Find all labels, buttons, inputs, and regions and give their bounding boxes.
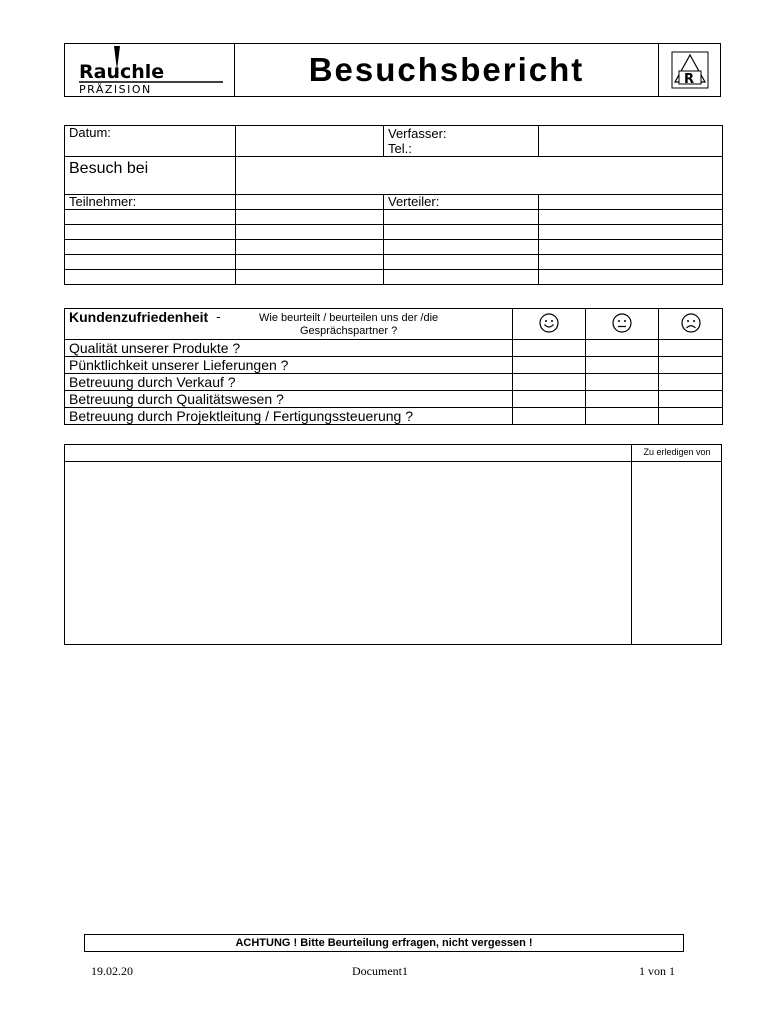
distribution-field[interactable] (539, 195, 723, 210)
table-row (65, 157, 723, 195)
empty-cell[interactable] (65, 210, 236, 225)
responsible-field[interactable] (632, 463, 721, 644)
empty-cell[interactable] (65, 225, 236, 240)
empty-cell[interactable] (384, 240, 539, 255)
empty-cell[interactable] (539, 255, 723, 270)
satisfaction-header (65, 309, 513, 340)
empty-cell[interactable] (384, 255, 539, 270)
notes-box (64, 444, 722, 645)
empty-cell[interactable] (384, 270, 539, 285)
rating-cell[interactable] (659, 391, 723, 408)
neutral-face-icon (586, 309, 659, 340)
satisfaction-table (64, 308, 723, 425)
title-cell (235, 44, 659, 96)
page-title: Besuchsbericht (308, 51, 585, 88)
rating-cell[interactable] (659, 357, 723, 374)
table-row (65, 357, 723, 374)
quality-mark-icon (659, 44, 720, 96)
table-row (65, 270, 723, 285)
svg-text:R: R (684, 72, 695, 87)
distribution-label: Verteiler: (384, 195, 539, 210)
author-label: Verfasser: (388, 126, 447, 141)
rating-cell[interactable] (513, 408, 586, 425)
participants-label: Teilnehmer: (65, 195, 236, 210)
empty-cell[interactable] (384, 225, 539, 240)
document-header (64, 43, 721, 97)
empty-cell[interactable] (236, 270, 384, 285)
table-row (65, 126, 723, 157)
table-row (65, 240, 723, 255)
author-tel-label (384, 126, 539, 157)
rating-cell[interactable] (659, 340, 723, 357)
satisfaction-heading: Kundenzufriedenheit (69, 309, 209, 325)
empty-cell[interactable] (539, 210, 723, 225)
empty-cell[interactable] (539, 270, 723, 285)
table-row (65, 255, 723, 270)
empty-cell[interactable] (236, 240, 384, 255)
author-field[interactable] (539, 126, 723, 157)
rating-cell[interactable] (513, 391, 586, 408)
satisfaction-header-row (65, 309, 723, 340)
table-row (65, 391, 723, 408)
rating-cell[interactable] (586, 391, 659, 408)
rating-cell[interactable] (586, 374, 659, 391)
happy-face-icon (513, 309, 586, 340)
empty-cell[interactable] (539, 225, 723, 240)
tel-label: Tel.: (388, 141, 412, 156)
table-row (65, 408, 723, 425)
visit-info-table (64, 125, 723, 285)
rating-question: Betreuung durch Verkauf ? (65, 374, 513, 391)
rating-cell[interactable] (586, 408, 659, 425)
empty-cell[interactable] (65, 255, 236, 270)
satisfaction-question: Wie beurteilt / beurteilen uns der /die Gesprächspartner ? (259, 312, 439, 337)
company-logo (65, 44, 235, 96)
visit-field[interactable] (236, 157, 723, 195)
participants-field[interactable] (236, 195, 384, 210)
table-row (65, 210, 723, 225)
empty-cell[interactable] (65, 270, 236, 285)
empty-cell[interactable] (65, 240, 236, 255)
satisfaction-dash: - (216, 309, 221, 324)
date-label: Datum: (65, 126, 236, 157)
date-field[interactable] (236, 126, 384, 157)
rating-cell[interactable] (513, 357, 586, 374)
footer-page-number: 1 von 1 (639, 964, 675, 978)
rating-cell[interactable] (513, 340, 586, 357)
rating-cell[interactable] (586, 357, 659, 374)
empty-cell[interactable] (539, 240, 723, 255)
rating-question: Pünktlichkeit unserer Lieferungen ? (65, 357, 513, 374)
empty-cell[interactable] (236, 255, 384, 270)
rating-cell[interactable] (586, 340, 659, 357)
table-row (65, 340, 723, 357)
warning-banner: ACHTUNG ! Bitte Beurteilung erfragen, nicht vergessen ! (84, 934, 684, 952)
notes-field[interactable] (65, 463, 630, 644)
footer-document-name: Document1 (352, 964, 408, 978)
empty-cell[interactable] (236, 225, 384, 240)
rating-question: Betreuung durch Projektleitung / Fertigungssteuerung ? (65, 408, 513, 425)
empty-cell[interactable] (236, 210, 384, 225)
divider (65, 461, 721, 462)
responsible-column-label: Zu erledigen von (643, 447, 711, 457)
rating-cell[interactable] (513, 374, 586, 391)
svg-text:Rauchle: Rauchle (79, 61, 165, 83)
table-row (65, 374, 723, 391)
svg-text:PRÄZISION: PRÄZISION (79, 83, 152, 96)
rating-question: Betreuung durch Qualitätswesen ? (65, 391, 513, 408)
sad-face-icon (659, 309, 723, 340)
footer-date: 19.02.20 (91, 964, 133, 978)
visit-label: Besuch bei (65, 157, 236, 195)
rating-cell[interactable] (659, 408, 723, 425)
rating-question: Qualität unserer Produkte ? (65, 340, 513, 357)
table-row (65, 195, 723, 210)
table-row (65, 225, 723, 240)
rating-cell[interactable] (659, 374, 723, 391)
empty-cell[interactable] (384, 210, 539, 225)
